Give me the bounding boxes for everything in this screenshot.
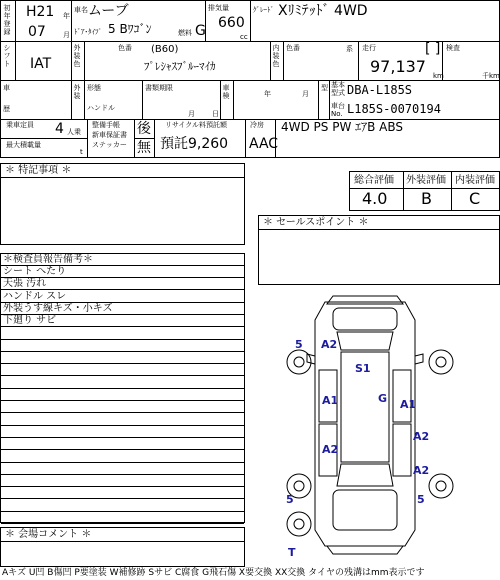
- recycle-label: リサイクル料預託額: [165, 121, 228, 129]
- capacity-label: 乗車定員: [6, 121, 34, 129]
- model-code: DBA-L185S: [347, 83, 413, 97]
- overall-grade-label: 総合評価: [354, 175, 394, 186]
- damage-t: T: [288, 546, 296, 559]
- inspector-notes-title: ＊検査員報告備考＊: [1, 254, 244, 266]
- chassis-no: L185S-0070194: [347, 102, 441, 116]
- import-month-label: 月: [302, 90, 309, 98]
- inspector-note-item: 天張 汚れ: [1, 278, 244, 290]
- thousand-km-unit: 千km: [482, 72, 500, 80]
- inspector-note-empty-row: [1, 377, 244, 389]
- model-name-label: 車名: [74, 6, 88, 14]
- grade: Xﾘﾐﾃｯﾄﾞ 4WD: [278, 3, 368, 19]
- inspector-note-empty-row: [1, 414, 244, 426]
- registration-label: 初年登録: [3, 4, 11, 36]
- mileage-label: 走行: [362, 44, 376, 52]
- mileage-unit: km: [433, 72, 444, 80]
- shift-label: シフト: [3, 44, 11, 68]
- hood: [333, 308, 397, 330]
- rear-glass: [337, 464, 393, 486]
- handle-label: ハンドル: [87, 104, 115, 112]
- rear-bumper: [327, 546, 403, 554]
- inspector-note-empty-row: [1, 500, 244, 512]
- overall-grade: 4.0: [362, 189, 388, 208]
- int-color-code-label: 色番: [286, 44, 300, 52]
- doc-expiry-label: 書類期限: [145, 84, 173, 92]
- venue-comment-box: [0, 527, 245, 567]
- car-damage-diagram: [275, 290, 465, 560]
- exterior-grade-label: 外装評価: [406, 175, 446, 186]
- year-unit: 年: [63, 12, 70, 20]
- max-load-label: 最大積載量: [6, 141, 41, 149]
- front-right-door: [393, 370, 411, 422]
- rear-mark: 後: [137, 121, 151, 137]
- inspector-note-empty-row: [1, 401, 244, 413]
- reg-month: 07: [28, 24, 46, 40]
- damage-rear-right-5: 5: [417, 493, 425, 506]
- int-color-label: 内装色: [272, 44, 280, 68]
- windshield: [337, 332, 393, 350]
- tailgate: [333, 490, 397, 530]
- model-code-label: 基本型式: [331, 81, 345, 97]
- color-code-label: 色番: [118, 44, 132, 52]
- inspector-note-empty-row: [1, 463, 244, 475]
- history-label-1: 車: [3, 84, 10, 92]
- ac-value: AAC: [249, 136, 279, 152]
- rear-right-wheel: [429, 474, 453, 498]
- damage-front-left-5: 5: [295, 338, 303, 351]
- inspector-note-empty-row: [1, 451, 244, 463]
- exterior-grade: B: [421, 189, 432, 208]
- shift-value: IAT: [30, 56, 52, 72]
- damage-a1-right: A1: [400, 398, 417, 411]
- doc-month-label: 月: [188, 110, 195, 118]
- mileage-value: 97,137: [370, 57, 426, 76]
- none-mark: 無: [137, 140, 151, 156]
- sales-point-title: ＊ セールスポイント ＊: [263, 217, 369, 228]
- inspector-note-item: 外装うす線キズ・小キズ: [1, 303, 244, 315]
- inspector-note-empty-row: [1, 512, 244, 524]
- import-label: 車検: [222, 84, 230, 100]
- inspector-note-empty-row: [1, 426, 244, 438]
- damage-g: G: [378, 392, 388, 405]
- warranty-label: 新車保証書: [92, 131, 127, 139]
- inspector-note-empty-row: [1, 475, 244, 487]
- displacement-label: 排気量: [208, 4, 229, 12]
- special-notes-title: ＊ 特記事項 ＊: [5, 165, 72, 176]
- month-unit: 月: [63, 31, 70, 39]
- inspector-notes-box: [0, 253, 245, 523]
- sales-point-box: [258, 215, 500, 285]
- interior-grade-label: 内装評価: [455, 175, 495, 186]
- door-type: 5 Bﾜｺﾞﾝ: [108, 22, 152, 36]
- inspector-note-empty-row: [1, 487, 244, 499]
- inspector-note-empty-row: [1, 438, 244, 450]
- door-type-label: ﾄﾞｱ･ﾀｲﾌﾟ: [74, 28, 102, 36]
- capacity-value: 4: [55, 121, 64, 137]
- damage-a2-right-lower: A2: [413, 464, 430, 477]
- displacement: 660: [218, 15, 245, 31]
- era-year: H21: [26, 4, 55, 20]
- record-label: 整備手帳: [92, 121, 120, 129]
- damage-front-left-a2: A2: [321, 338, 338, 351]
- venue-comment-title: ＊ 会場コメント ＊: [5, 529, 92, 540]
- grade-label: ｸﾞﾚｰﾄﾞ: [253, 6, 274, 14]
- int-color-suffix: 系: [346, 45, 353, 53]
- inspector-note-item: 下廻り サビ: [1, 315, 244, 327]
- inspector-note-empty-row: [1, 364, 244, 376]
- inspector-note-empty-row: [1, 328, 244, 340]
- type-label: 型: [321, 84, 328, 92]
- damage-s1: S1: [355, 362, 371, 375]
- inspector-note-empty-row: [1, 352, 244, 364]
- doc-day-label: 日: [212, 110, 219, 118]
- front-bumper: [327, 296, 403, 304]
- fuel-label: 燃料: [178, 29, 192, 37]
- fuel: G: [195, 23, 206, 39]
- front-right-wheel: [429, 350, 453, 374]
- inspector-notes-list: [1, 266, 244, 522]
- interior-grade: C: [469, 189, 481, 208]
- inspector-note-item: シート へたり: [1, 266, 244, 278]
- displacement-unit: cc: [240, 33, 248, 41]
- damage-rear-left-5: 5: [286, 493, 294, 506]
- damage-a2-right-mid: A2: [413, 430, 430, 443]
- special-notes-box: [0, 163, 245, 245]
- rear-right-door: [393, 424, 411, 476]
- form-side-label: 外装: [73, 84, 81, 100]
- recycle-value: 預託9,260: [160, 136, 229, 152]
- capacity-unit: 人乗: [67, 128, 81, 136]
- model-name: ムーブ: [88, 3, 129, 19]
- mileage-bracket: [ ]: [425, 41, 441, 57]
- damage-a2-left-lower: A2: [322, 443, 339, 456]
- form-label: 形態: [87, 84, 101, 92]
- import-year-label: 年: [264, 90, 271, 98]
- color-name: ﾌﾟﾚｼｬｽﾌﾞﾙｰﾏｲｶ: [144, 60, 216, 73]
- history-label-2: 歴: [3, 105, 10, 113]
- equipment: 4WD PS PW ｴｱB ABS: [281, 120, 404, 134]
- chassis-label: 車台No.: [331, 102, 345, 118]
- inspection-label: 検査: [446, 44, 460, 52]
- inspector-note-empty-row: [1, 389, 244, 401]
- inspector-note-item: ハンドル スレ: [1, 291, 244, 303]
- inspector-note-empty-row: [1, 340, 244, 352]
- wheels: [287, 350, 453, 536]
- sticker-label: ステッカー: [92, 141, 127, 149]
- right-mirror: [415, 354, 423, 364]
- max-load-unit: t: [80, 148, 83, 156]
- ext-color-label: 外装色: [73, 44, 81, 68]
- spare-tire: [287, 512, 311, 536]
- ac-label: 冷房: [250, 121, 264, 129]
- damage-legend: Aキズ U凹 B傷凹 P要塗装 W補修跡 Sサビ C腐食 G飛石傷 X要交換 XX交換 タイヤの残溝はmm表示です: [2, 568, 425, 578]
- color-code: (B60): [151, 44, 179, 55]
- damage-a1-left: A1: [322, 394, 339, 407]
